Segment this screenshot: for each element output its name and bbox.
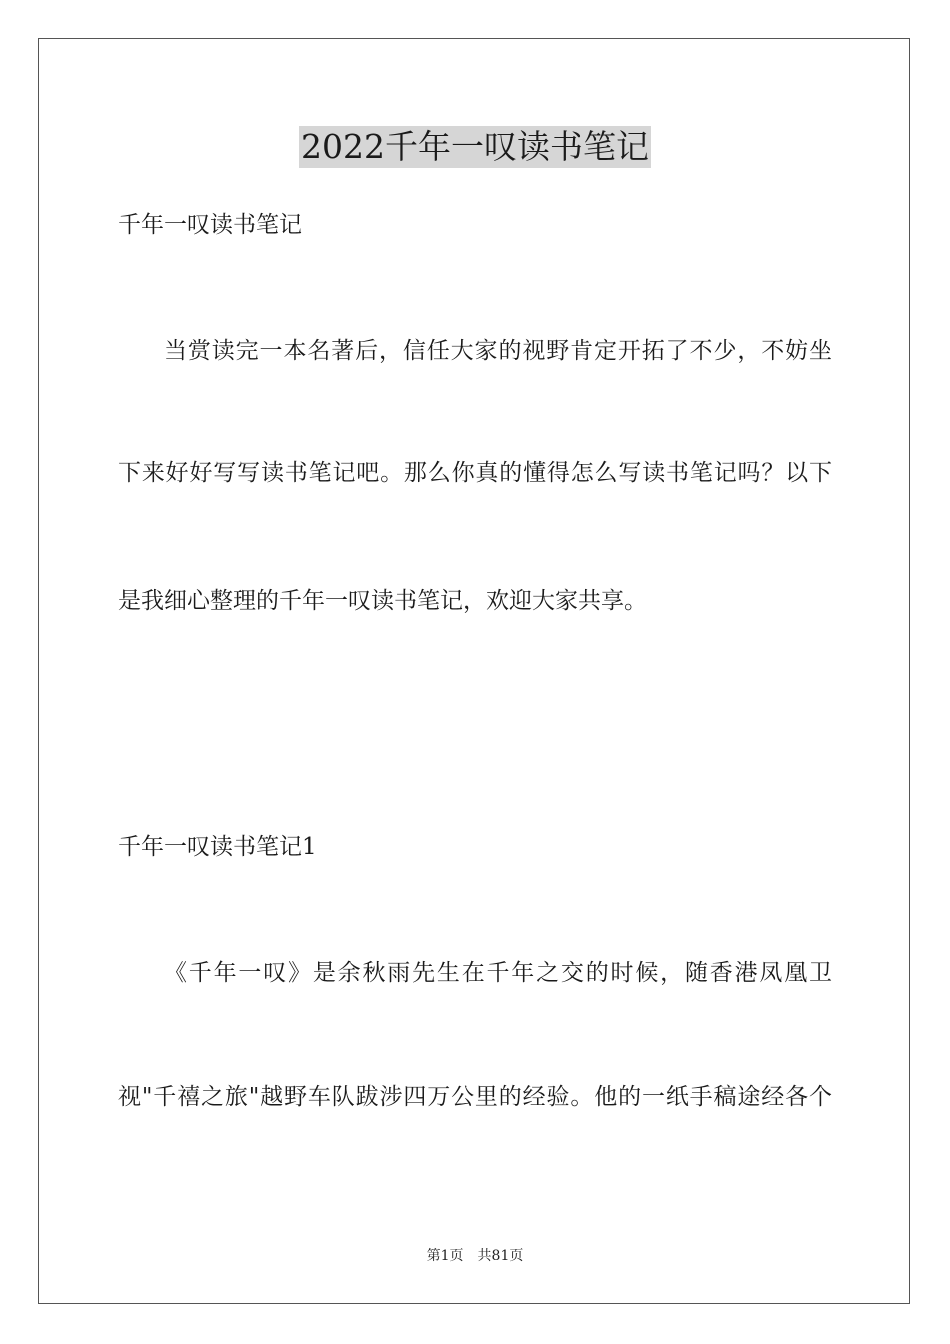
subtitle: 千年一叹读书笔记 (118, 212, 302, 238)
document-title (0, 126, 950, 168)
intro-line-3: 是我细心整理的千年一叹读书笔记，欢迎大家共享。 (118, 588, 647, 614)
section-line-1: 《千年一叹》是余秋雨先生在千年之交的时候，随香港凤凰卫 (164, 960, 832, 986)
total-pages: 共81页 (477, 1248, 524, 1264)
intro-line-1: 当赏读完一本名著后，信任大家的视野肯定开拓了不少，不妨坐 (164, 338, 832, 364)
intro-line-2: 下来好好写写读书笔记吧。那么你真的懂得怎么写读书笔记吗？以下 (118, 460, 832, 486)
section-line-2: 视"千禧之旅"越野车队跋涉四万公里的经验。他的一纸手稿途经各个 (118, 1084, 832, 1110)
page-footer (0, 1247, 950, 1265)
page-number: 第1页 (426, 1248, 464, 1264)
section-heading: 千年一叹读书笔记1 (118, 834, 317, 860)
document-title-text: 2022千年一叹读书笔记 (301, 127, 649, 166)
